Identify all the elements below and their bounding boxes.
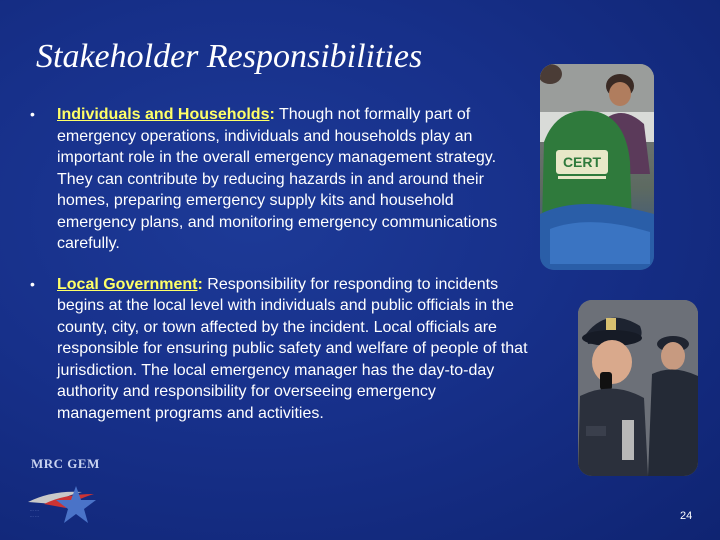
bullet-individuals-households	[30, 104, 530, 255]
cert-photo-illustration	[540, 64, 654, 270]
mrc-gem-logo-text: MRC GEM	[31, 456, 100, 471]
bullet-text: Responsibility for responding to incidents begins at the local level with individuals and public officials in the county, city, or town affected by the incident. Local officials are responsible for ensuring public safety and welfare of people of that jurisdiction. The local emergency manager has the day-to-day authority and responsibility for overseeing emergency management programs and activities.	[57, 275, 528, 422]
bullet-colon: :	[269, 106, 275, 123]
svg-text:··· ···: ··· ···	[30, 514, 39, 519]
bullet-list	[30, 104, 530, 424]
mrc-star-logo	[24, 472, 106, 528]
bullet-term: Local Government	[57, 275, 198, 293]
bullet-dot-icon: •	[30, 275, 35, 292]
firefighter-photo-illustration	[578, 300, 698, 476]
page-number: 24	[680, 510, 693, 522]
svg-text:··· ···: ··· ···	[30, 508, 39, 513]
slide-title: Stakeholder Responsibilities	[36, 38, 423, 75]
bullet-text: Though not formally part of emergency operations, individuals and households play an important role in the overall emergency management strategy. They can contribute by reducing hazards in and around their homes, preparing emergency supply kits and household emergency plans, and monitoring emergency communications carefully.	[57, 106, 498, 252]
bullet-local-government	[30, 274, 530, 425]
bullet-dot-icon: •	[30, 106, 35, 122]
cert-volunteers-photo	[540, 64, 654, 270]
bullet-term: Individuals and Households	[57, 106, 270, 123]
bullet-colon: :	[197, 275, 203, 293]
firefighter-photo	[578, 300, 698, 476]
cert-jacket-label: CERT	[562, 154, 602, 170]
